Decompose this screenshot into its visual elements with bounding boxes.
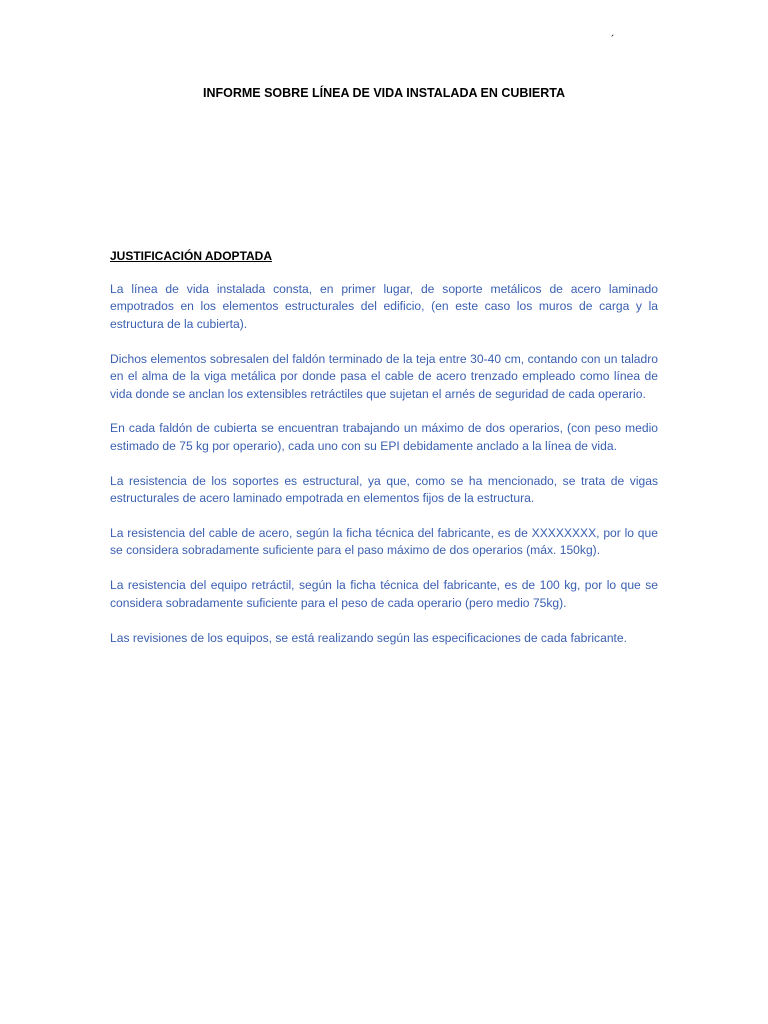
paragraph-support-resistance: La resistencia de los soportes es estructural, ya que, como se ha mencionado, se trata de vigas estructurales de acero laminado empotrada en elementos fijos de la estructura. [110,473,658,506]
paragraph-revisions: Las revisiones de los equipos, se está realizando según las especificaciones de cada fabricante. [110,630,627,645]
body-text [110,281,658,665]
paragraph-structure: La línea de vida instalada consta, en primer lugar, de soporte metálicos de acero laminado empotrados en los elementos estructurales del edificio, (en este caso los muros de carga y la estructura de la cubierta). [110,282,658,331]
paragraph-operators: En cada faldón de cubierta se encuentran trabajando un máximo de dos operarios, (con peso medio estimado de 75 kg por operario), cada uno con su EPI debidamente anclado a la línea de vida. [110,421,658,453]
document-title: INFORME SOBRE LÍNEA DE VIDA INSTALADA EN CUBIERTA [202,86,566,100]
paragraph-cable-resistance: La resistencia del cable de acero, según la ficha técnica del fabricante, es de XXXXXXXX, por lo que se considera sobradamente suficiente para el paso máximo de dos operarios (máx. 150kg). [110,526,658,558]
paragraph-retractable-resistance: La resistencia del equipo retráctil, según la ficha técnica del fabricante, es de 100 kg, por lo que se considera sobradamente suficiente para el peso de cada operario (pero medio 75kg). [110,578,658,610]
section-heading: JUSTIFICACIÓN ADOPTADA [110,249,272,263]
corner-mark: ´ [611,34,615,46]
paragraph-elements: Dichos elementos sobresalen del faldón terminado de la teja entre 30-40 cm, contando con un taladro en el alma de la viga metálica por donde pasa el cable de acero trenzado empleado como línea de vida donde se anclan los extensibles retráctiles que sujetan el arnés de seguridad de cada operario. [110,351,658,401]
